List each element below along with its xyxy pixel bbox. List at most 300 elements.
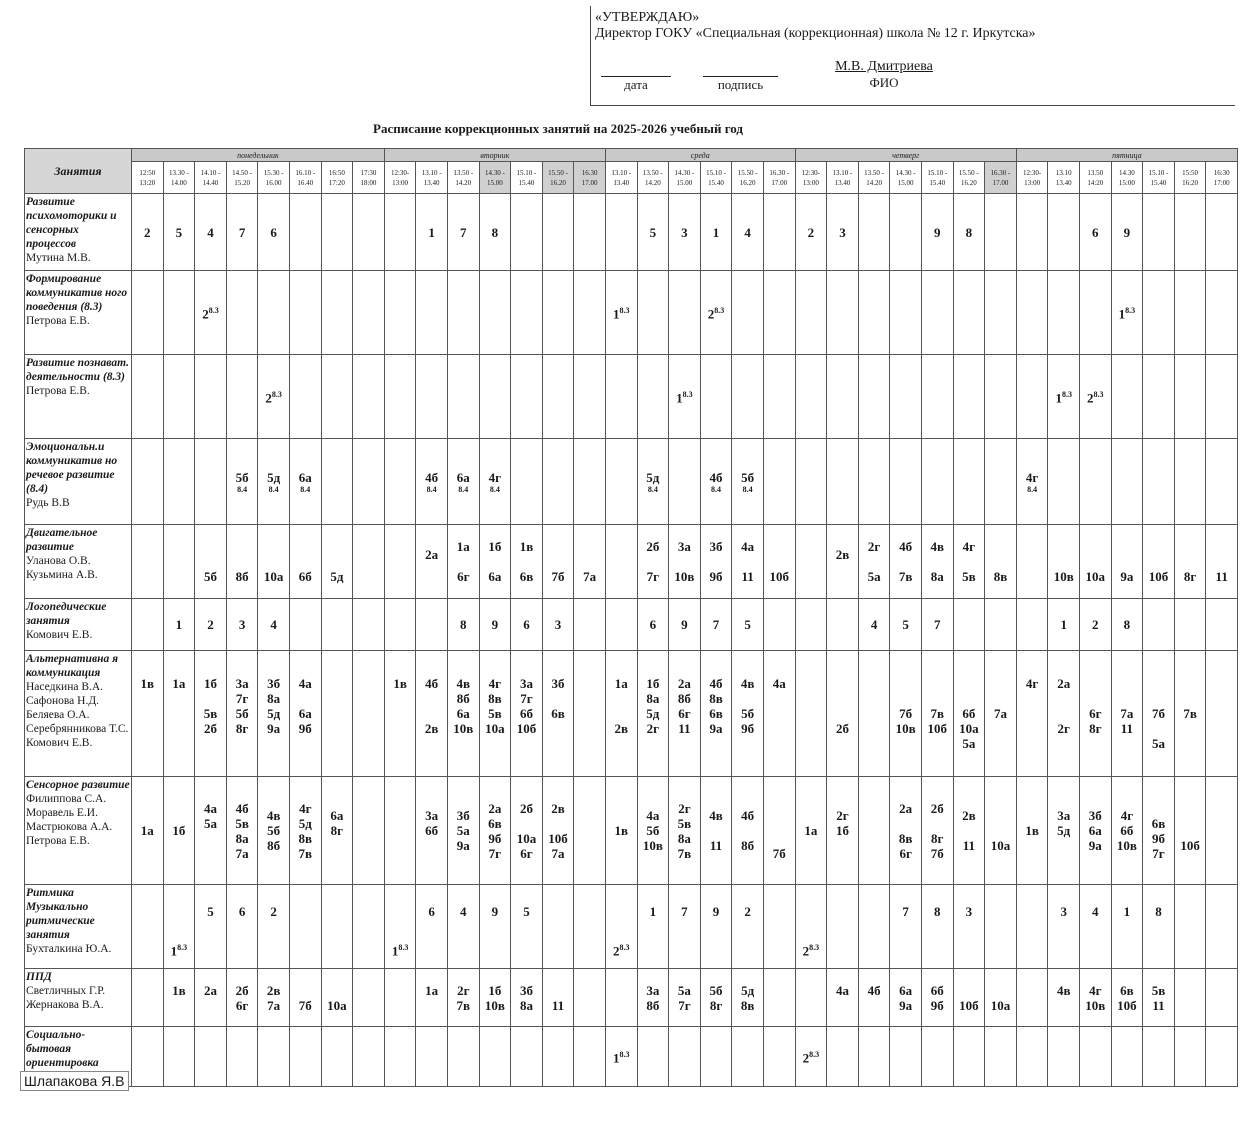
class-group: 2 xyxy=(207,617,214,632)
class-group: 2 xyxy=(707,306,715,322)
time-slot-header: 13.50 - 14.20 xyxy=(637,162,669,194)
schedule-cell xyxy=(511,271,543,355)
schedule-cell xyxy=(1111,439,1143,525)
class-group: 1в xyxy=(140,676,155,691)
class-group: 3 xyxy=(839,224,846,240)
class-group: 1 xyxy=(612,1050,620,1066)
time-slot-header: 13.10 13.40 xyxy=(1048,162,1080,194)
schedule-cell xyxy=(479,885,511,969)
schedule-cell xyxy=(953,271,985,355)
class-group: 9 xyxy=(491,617,499,632)
class-group: 7 xyxy=(460,224,467,240)
program-superscript: 8.3 xyxy=(714,306,725,316)
schedule-cell xyxy=(289,777,321,885)
schedule-cell xyxy=(447,194,479,271)
class-group: 10б xyxy=(1148,569,1169,584)
schedule-cell xyxy=(605,194,637,271)
schedule-cell xyxy=(669,194,701,271)
schedule-cell xyxy=(447,271,479,355)
class-group: 5 xyxy=(649,224,657,240)
schedule-cell xyxy=(985,525,1017,599)
schedule-cell xyxy=(890,777,922,885)
subject-cell xyxy=(25,271,132,355)
class-group: 5д xyxy=(267,469,281,485)
director-name: М.В. Дмитриева xyxy=(835,59,933,74)
class-group: 5б xyxy=(235,469,249,485)
class-group: 5д 8в xyxy=(740,982,755,1013)
schedule-cell xyxy=(353,355,385,439)
schedule-cell xyxy=(511,439,543,525)
schedule-cell xyxy=(447,525,479,599)
schedule-cell xyxy=(858,525,890,599)
schedule-cell xyxy=(416,885,448,969)
time-slot-header: 13.50 14:20 xyxy=(1080,162,1112,194)
schedule-cell xyxy=(732,777,764,885)
schedule-cell xyxy=(795,885,827,969)
time-slot-header: 13.30 - 14.00 xyxy=(163,162,195,194)
time-slot-header: 17:30 18:00 xyxy=(353,162,385,194)
schedule-cell xyxy=(1206,271,1238,355)
schedule-cell xyxy=(700,599,732,651)
time-slot-header: 14.50 - 15.20 xyxy=(226,162,258,194)
class-group: 3 xyxy=(238,617,246,632)
schedule-cell xyxy=(1143,777,1175,885)
class-group: 2 xyxy=(612,943,620,959)
class-group: 9 xyxy=(712,904,720,919)
schedule-cell xyxy=(1174,885,1206,969)
program-subscript: 8.4 xyxy=(426,484,437,494)
schedule-cell xyxy=(1048,194,1080,271)
schedule-cell xyxy=(321,439,353,525)
schedule-cell xyxy=(1206,439,1238,525)
schedule-cell xyxy=(258,525,290,599)
schedule-cell xyxy=(353,439,385,525)
table-row xyxy=(25,439,1238,525)
subject-cell xyxy=(25,969,132,1027)
teacher-name: Петрова Е.В. xyxy=(26,835,90,847)
class-group: 3б 6в xyxy=(551,676,565,721)
schedule-cell xyxy=(669,1027,701,1087)
class-group: 1 xyxy=(1060,617,1067,632)
program-superscript: 8.3 xyxy=(1093,390,1104,400)
header-label: Занятия xyxy=(25,149,132,194)
schedule-cell xyxy=(258,599,290,651)
schedule-cell xyxy=(637,355,669,439)
class-group: 6 xyxy=(1092,224,1099,240)
schedule-cell xyxy=(447,777,479,885)
schedule-cell xyxy=(1174,969,1206,1027)
schedule-cell xyxy=(700,777,732,885)
class-group: 7 xyxy=(902,904,909,919)
fio-label: ФИО xyxy=(869,75,899,90)
day-header: среда xyxy=(605,149,795,162)
subject-cell xyxy=(25,525,132,599)
class-group: 4б 8в 6в 9а xyxy=(709,676,723,736)
schedule-cell xyxy=(953,651,985,777)
schedule-cell xyxy=(1080,969,1112,1027)
teacher-name: Серебрянникова Т.С. xyxy=(26,723,129,735)
class-group: 7б xyxy=(551,569,565,584)
schedule-cell xyxy=(542,355,574,439)
director-name-field xyxy=(819,58,949,91)
schedule-cell xyxy=(132,355,164,439)
schedule-cell xyxy=(511,194,543,271)
schedule-cell xyxy=(732,599,764,651)
class-group: 8 xyxy=(1123,617,1131,632)
class-group: 6 xyxy=(428,904,435,919)
class-group: 2 xyxy=(802,943,810,959)
schedule-cell xyxy=(795,271,827,355)
class-group: 9 xyxy=(934,224,941,240)
class-group: 4а 5а xyxy=(203,800,217,831)
schedule-cell xyxy=(1143,525,1175,599)
class-group: 4в 8а xyxy=(930,539,945,584)
schedule-cell xyxy=(732,194,764,271)
schedule-cell xyxy=(511,525,543,599)
schedule-cell xyxy=(1143,599,1175,651)
schedule-cell xyxy=(258,651,290,777)
schedule-cell xyxy=(321,271,353,355)
class-group: 3а 6б xyxy=(425,808,439,838)
schedule-cell xyxy=(163,439,195,525)
schedule-cell xyxy=(669,651,701,777)
schedule-cell xyxy=(795,194,827,271)
time-slot-header: 12:30- 13:00 xyxy=(1016,162,1048,194)
class-group: 1б xyxy=(172,823,186,838)
schedule-cell xyxy=(321,599,353,651)
schedule-cell xyxy=(700,439,732,525)
schedule-cell xyxy=(289,969,321,1027)
time-slot-header: 16:30 17:00 xyxy=(1206,162,1238,194)
teacher-name: Филиппова С.А. xyxy=(26,793,107,805)
schedule-cell xyxy=(795,651,827,777)
schedule-cell xyxy=(416,194,448,271)
class-group: 6г 8г xyxy=(1089,706,1102,736)
subject-name: Социально- бытовая ориентировка xyxy=(26,1029,99,1069)
schedule-cell xyxy=(447,599,479,651)
schedule-cell xyxy=(858,271,890,355)
class-group: 6 xyxy=(649,617,657,632)
schedule-cell xyxy=(700,525,732,599)
time-slot-header: 13.10 - 13.40 xyxy=(416,162,448,194)
time-slot-header: 15.30 - 16.00 xyxy=(258,162,290,194)
class-group: 2 xyxy=(265,390,272,406)
schedule-cell xyxy=(416,271,448,355)
schedule-cell xyxy=(511,969,543,1027)
schedule-cell xyxy=(669,439,701,525)
schedule-cell xyxy=(1048,439,1080,525)
class-group: 6 xyxy=(270,224,277,240)
schedule-cell xyxy=(732,651,764,777)
schedule-cell xyxy=(858,599,890,651)
schedule-cell xyxy=(258,1027,290,1087)
schedule-cell xyxy=(1111,777,1143,885)
program-superscript: 8.3 xyxy=(619,306,630,316)
schedule-cell xyxy=(890,969,922,1027)
schedule-cell xyxy=(827,355,859,439)
schedule-cell xyxy=(1016,271,1048,355)
program-superscript: 8.3 xyxy=(398,942,409,952)
time-slot-header: 13.50 - 14.20 xyxy=(447,162,479,194)
schedule-cell xyxy=(574,777,606,885)
class-group: 3б 8а xyxy=(519,982,533,1013)
class-group: 4г 8в 5в 10а xyxy=(485,676,505,736)
signature-field xyxy=(703,60,778,93)
schedule-cell xyxy=(195,1027,227,1087)
class-group: 2а xyxy=(425,546,439,562)
schedule-cell xyxy=(132,885,164,969)
time-slot-header: 14.30 - 15.00 xyxy=(890,162,922,194)
schedule-cell xyxy=(574,885,606,969)
schedule-cell xyxy=(226,525,258,599)
schedule-cell xyxy=(1080,599,1112,651)
class-group: 9 xyxy=(1123,224,1131,240)
schedule-cell xyxy=(605,271,637,355)
class-group: 7а xyxy=(993,706,1007,721)
schedule-cell xyxy=(384,885,416,969)
class-group: 4б xyxy=(425,469,439,485)
schedule-cell xyxy=(384,599,416,651)
day-header: понедельник xyxy=(132,149,385,162)
schedule-cell xyxy=(1143,1027,1175,1087)
schedule-cell xyxy=(479,969,511,1027)
class-group: 5 xyxy=(175,224,183,240)
subject-name: Двигательное развитие xyxy=(26,527,98,553)
schedule-cell xyxy=(163,355,195,439)
schedule-cell xyxy=(1048,885,1080,969)
schedule-cell xyxy=(163,525,195,599)
class-group: 1в xyxy=(614,823,628,838)
class-group: 9 xyxy=(681,617,688,632)
schedule-cell xyxy=(258,439,290,525)
schedule-cell xyxy=(700,969,732,1027)
table-row xyxy=(25,271,1238,355)
schedule-cell xyxy=(1016,651,1048,777)
class-group: 5д xyxy=(646,469,660,485)
schedule-cell xyxy=(1080,194,1112,271)
class-group: 9 xyxy=(491,904,499,919)
program-superscript: 8.3 xyxy=(809,1050,820,1060)
schedule-cell xyxy=(605,885,637,969)
class-group: 2в 7а xyxy=(266,982,281,1013)
schedule-cell xyxy=(1080,651,1112,777)
schedule-cell xyxy=(542,194,574,271)
program-subscript: 8.4 xyxy=(458,484,469,494)
schedule-cell xyxy=(985,439,1017,525)
class-group: 1в xyxy=(172,982,186,998)
schedule-cell xyxy=(763,194,795,271)
class-group: 6б 9б xyxy=(930,982,944,1013)
schedule-cell xyxy=(795,1027,827,1087)
schedule-cell xyxy=(542,525,574,599)
class-group: 10б xyxy=(1180,838,1200,853)
schedule-cell xyxy=(226,1027,258,1087)
class-group: 4 xyxy=(270,617,277,632)
schedule-cell xyxy=(1048,271,1080,355)
schedule-cell xyxy=(1206,525,1238,599)
class-group: 8 xyxy=(1155,904,1162,919)
schedule-cell xyxy=(258,777,290,885)
schedule-cell xyxy=(416,599,448,651)
class-group: 7 xyxy=(681,904,688,919)
class-group: 10а xyxy=(263,569,284,584)
class-group: 10а xyxy=(1085,569,1106,584)
teacher-name: Комович Е.В. xyxy=(26,629,93,641)
subject-cell xyxy=(25,439,132,525)
class-group: 3 xyxy=(681,224,688,240)
table-row xyxy=(25,777,1238,885)
schedule-cell xyxy=(289,271,321,355)
schedule-cell xyxy=(511,1027,543,1087)
class-group: 1а 6г xyxy=(456,539,470,584)
schedule-cell xyxy=(827,439,859,525)
class-group: 5 xyxy=(902,617,909,632)
schedule-cell xyxy=(827,525,859,599)
program-subscript: 8.4 xyxy=(647,484,658,494)
schedule-cell xyxy=(605,651,637,777)
class-group: 1 xyxy=(649,904,657,919)
date-field xyxy=(601,60,671,93)
table-row xyxy=(25,969,1238,1027)
schedule-cell xyxy=(827,194,859,271)
class-group: 6а xyxy=(456,469,470,485)
class-group: 10а xyxy=(990,838,1011,853)
class-group: 2а xyxy=(203,982,217,998)
teacher-name: Моравель Е.И. xyxy=(26,807,98,819)
class-group: 10а xyxy=(990,997,1011,1013)
class-group: 4а 11 xyxy=(741,539,755,584)
table-row xyxy=(25,651,1238,777)
schedule-cell xyxy=(1206,599,1238,651)
class-group: 10в xyxy=(1053,569,1074,584)
subject-name: Формирование коммуникатив ного поведения (8.3) xyxy=(26,273,128,313)
schedule-cell xyxy=(226,599,258,651)
schedule-cell xyxy=(195,969,227,1027)
subject-cell xyxy=(25,885,132,969)
class-group: 3б 9б xyxy=(709,539,723,584)
class-group: 8б xyxy=(235,569,249,584)
schedule-cell xyxy=(1174,651,1206,777)
schedule-cell xyxy=(795,969,827,1027)
schedule-cell xyxy=(163,271,195,355)
class-group: 4 xyxy=(1092,904,1099,919)
class-group: 1б 5в 2б xyxy=(203,676,218,736)
day-header: пятница xyxy=(1016,149,1237,162)
class-group: 2г 1б xyxy=(835,808,849,838)
schedule-cell xyxy=(637,777,669,885)
schedule-cell xyxy=(1080,439,1112,525)
schedule-cell xyxy=(321,969,353,1027)
schedule-cell xyxy=(763,271,795,355)
schedule-cell xyxy=(953,885,985,969)
schedule-cell xyxy=(637,439,669,525)
class-group: 2а 6в 9б 7г xyxy=(488,800,502,861)
class-group: 5б 8г xyxy=(709,982,723,1013)
schedule-cell xyxy=(921,271,953,355)
schedule-cell xyxy=(795,355,827,439)
schedule-cell xyxy=(574,194,606,271)
schedule-cell xyxy=(637,599,669,651)
schedule-cell xyxy=(289,599,321,651)
schedule-cell xyxy=(1143,439,1175,525)
program-superscript: 8.3 xyxy=(177,942,188,952)
schedule-cell xyxy=(289,525,321,599)
schedule-cell xyxy=(985,194,1017,271)
schedule-cell xyxy=(416,439,448,525)
class-group: 2 xyxy=(270,904,277,919)
time-slot-header: 16.10 - 16.40 xyxy=(289,162,321,194)
class-group: 7б xyxy=(772,845,786,861)
schedule-cell xyxy=(1016,439,1048,525)
table-row xyxy=(25,599,1238,651)
schedule-cell xyxy=(353,194,385,271)
schedule-cell xyxy=(163,969,195,1027)
class-group: 4в 5б 9б xyxy=(740,676,755,736)
schedule-cell xyxy=(669,355,701,439)
program-subscript: 8.4 xyxy=(711,484,722,494)
class-group: 1а xyxy=(804,823,818,838)
schedule-cell xyxy=(1111,969,1143,1027)
schedule-cell xyxy=(890,651,922,777)
schedule-cell xyxy=(574,439,606,525)
schedule-cell xyxy=(195,355,227,439)
schedule-cell xyxy=(321,1027,353,1087)
schedule-cell xyxy=(827,271,859,355)
class-group: 6в 9б 7г xyxy=(1151,815,1166,861)
teacher-name: Бухталкина Ю.А. xyxy=(26,943,112,955)
time-slot-header: 15.10 - 15.40 xyxy=(511,162,543,194)
schedule-cell xyxy=(1016,599,1048,651)
schedule-cell xyxy=(1016,355,1048,439)
schedule-cell xyxy=(479,439,511,525)
schedule-cell xyxy=(732,1027,764,1087)
class-group: 7в xyxy=(1183,706,1197,721)
program-superscript: 8.3 xyxy=(619,942,630,952)
time-slot-header: 16:50 17:20 xyxy=(321,162,353,194)
schedule-cell xyxy=(637,194,669,271)
class-group: 3а 10в xyxy=(674,539,695,584)
class-group: 4б xyxy=(709,469,723,485)
program-superscript: 8.3 xyxy=(1061,390,1072,400)
day-header-row xyxy=(25,149,1238,162)
teacher-name: Наседкина В.А. xyxy=(26,681,104,693)
time-header-row xyxy=(25,162,1238,194)
time-slot-header: 15.10 - 15.40 xyxy=(1143,162,1175,194)
schedule-cell xyxy=(1016,1027,1048,1087)
class-group: 2г 7в xyxy=(456,982,471,1013)
class-group: 4 xyxy=(207,224,214,240)
schedule-cell xyxy=(1174,439,1206,525)
program-superscript: 8.3 xyxy=(809,942,820,952)
schedule-cell xyxy=(1143,194,1175,271)
schedule-cell xyxy=(637,525,669,599)
schedule-cell xyxy=(447,969,479,1027)
class-group: 5а 7г xyxy=(677,982,691,1013)
schedule-cell xyxy=(1080,271,1112,355)
schedule-cell xyxy=(669,969,701,1027)
class-group: 3 xyxy=(965,904,973,919)
time-slot-header: 13.10 - 13.40 xyxy=(605,162,637,194)
class-group: 4 xyxy=(870,617,878,632)
schedule-cell xyxy=(890,885,922,969)
class-group: 2в xyxy=(835,546,850,562)
schedule-cell xyxy=(1048,525,1080,599)
schedule-cell xyxy=(795,599,827,651)
subject-name: Альтернативна я коммуникация xyxy=(26,653,119,679)
schedule-cell xyxy=(890,439,922,525)
class-group: 8 xyxy=(965,224,973,240)
schedule-cell xyxy=(605,439,637,525)
